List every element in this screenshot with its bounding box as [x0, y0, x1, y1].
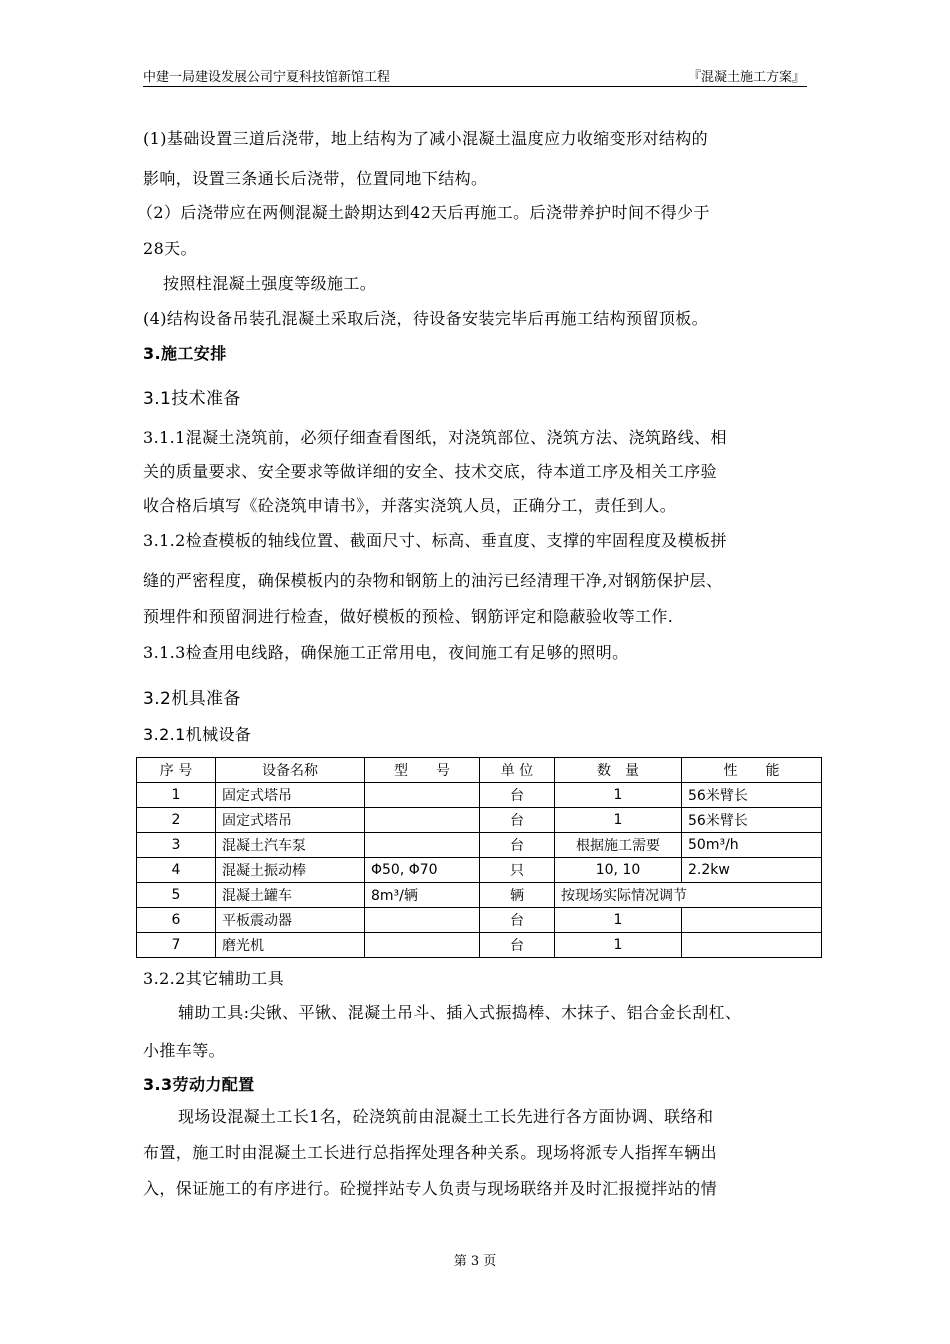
table-cell: 台	[480, 933, 555, 958]
labor-line-2: 布置，施工时由混凝土工长进行总指挥处理各种关系。现场将派专人指挥车辆出	[143, 1143, 718, 1162]
table-cell: 混凝土汽车泵	[216, 833, 365, 858]
table-cell	[365, 908, 480, 933]
page-number: 第 3 页	[453, 1254, 497, 1269]
table-cell: 8m³/辆	[365, 883, 480, 908]
labor-line-1: 现场设混凝土工长1名，砼浇筑前由混凝土工长先进行各方面协调、联络和	[178, 1107, 714, 1126]
table-cell: 1	[555, 933, 682, 958]
table-header-cell: 单 位	[480, 758, 555, 783]
table-cell: 56米臂长	[682, 783, 822, 808]
table-cell: 6	[137, 908, 216, 933]
equipment-table	[136, 757, 822, 958]
table-cell: 混凝土振动棒	[216, 858, 365, 883]
item-3-1-3: 3.1.3检查用电线路，确保施工正常用电，夜间施工有足够的照明。	[143, 643, 629, 662]
paragraph-2-line-1: （2）后浇带应在两侧混凝土龄期达到42天后再施工。后浇带养护时间不得少于	[137, 203, 710, 222]
table-cell: 56米臂长	[682, 808, 822, 833]
table-cell: Φ50, Φ70	[365, 858, 480, 883]
table-cell: 10, 10	[555, 858, 682, 883]
table-cell: 4	[137, 858, 216, 883]
table-cell: 5	[137, 883, 216, 908]
tools-line-2: 小推车等。	[143, 1041, 226, 1060]
table-cell: 50m³/h	[682, 833, 822, 858]
item-3-1-2-line-1: 3.1.2检查模板的轴线位置、截面尺寸、标高、垂直度、支撑的牢固程度及模板拼	[143, 531, 727, 550]
table-row	[137, 933, 822, 958]
table-cell: 台	[480, 833, 555, 858]
table-cell	[365, 933, 480, 958]
section-3-1-heading: 3.1技术准备	[143, 389, 241, 409]
table-cell	[365, 783, 480, 808]
paragraph-2-line-2: 28天。	[143, 239, 197, 258]
table-cell: 7	[137, 933, 216, 958]
table-cell: 按现场实际情况调节	[555, 883, 822, 908]
table-cell: 1	[555, 783, 682, 808]
item-3-1-1-line-2: 关的质量要求、安全要求等做详细的安全、技术交底，待本道工序及相关工序验	[143, 462, 718, 481]
table-cell	[365, 808, 480, 833]
table-cell: 混凝土罐车	[216, 883, 365, 908]
table-row	[137, 833, 822, 858]
table-row	[137, 908, 822, 933]
section-3-2-heading: 3.2机具准备	[143, 689, 241, 709]
paragraph-1-line-1: (1)基础设置三道后浇带，地上结构为了减小混凝土温度应力收缩变形对结构的	[143, 129, 709, 148]
table-cell: 台	[480, 783, 555, 808]
header-project-name: 中建一局建设发展公司宁夏科技馆新馆工程	[143, 70, 391, 85]
table-cell: 台	[480, 908, 555, 933]
item-3-1-1-line-1: 3.1.1混凝土浇筑前，必须仔细查看图纸，对浇筑部位、浇筑方法、浇筑路线、相	[143, 428, 727, 447]
table-row	[137, 858, 822, 883]
table-header-cell: 型 号	[365, 758, 480, 783]
table-cell: 根据施工需要	[555, 833, 682, 858]
table-cell: 1	[555, 908, 682, 933]
table-row	[137, 783, 822, 808]
table-cell: 2	[137, 808, 216, 833]
section-3-heading: 3.施工安排	[143, 344, 227, 363]
table-cell: 只	[480, 858, 555, 883]
table-cell: 1	[137, 783, 216, 808]
header-document-title: 『混凝土施工方案』	[687, 70, 805, 85]
header-divider	[143, 86, 807, 87]
table-header-cell: 性 能	[682, 758, 822, 783]
table-cell: 磨光机	[216, 933, 365, 958]
section-3-2-2-heading: 3.2.2其它辅助工具	[143, 969, 285, 988]
table-cell: 固定式塔吊	[216, 808, 365, 833]
table-cell: 台	[480, 808, 555, 833]
paragraph-1-line-2: 影响，设置三条通长后浇带，位置同地下结构。	[143, 169, 488, 188]
table-cell	[365, 833, 480, 858]
table-cell: 3	[137, 833, 216, 858]
paragraph-3: 按照柱混凝土强度等级施工。	[163, 274, 377, 293]
item-3-1-1-line-3: 收合格后填写《砼浇筑申请书》，并落实浇筑人员，正确分工，责任到人。	[143, 496, 677, 515]
table-header-cell: 数 量	[555, 758, 682, 783]
labor-line-3: 入，保证施工的有序进行。砼搅拌站专人负责与现场联络并及时汇报搅拌站的情	[143, 1179, 718, 1198]
table-cell	[682, 908, 822, 933]
section-3-2-1-heading: 3.2.1机械设备	[143, 725, 252, 744]
table-cell: 平板震动器	[216, 908, 365, 933]
table-cell: 固定式塔吊	[216, 783, 365, 808]
item-3-1-2-line-2: 缝的严密程度，确保模板内的杂物和钢筋上的油污已经清理干净,对钢筋保护层、	[143, 571, 723, 590]
table-header-cell: 序 号	[137, 758, 216, 783]
table-row	[137, 883, 822, 908]
table-row	[137, 808, 822, 833]
table-cell: 1	[555, 808, 682, 833]
table-cell: 辆	[480, 883, 555, 908]
table-cell: 2.2kw	[682, 858, 822, 883]
tools-line-1: 辅助工具:尖锹、平锹、混凝土吊斗、插入式振捣棒、木抹子、铝合金长刮杠、	[178, 1003, 742, 1022]
section-3-3-heading: 3.3劳动力配置	[143, 1075, 255, 1094]
paragraph-4: (4)结构设备吊装孔混凝土采取后浇，待设备安装完毕后再施工结构预留顶板。	[143, 309, 709, 328]
table-cell	[682, 933, 822, 958]
table-header-cell: 设备名称	[216, 758, 365, 783]
table-header-row	[137, 758, 822, 783]
item-3-1-2-line-3: 预埋件和预留洞进行检查，做好模板的预检、钢筋评定和隐蔽验收等工作.	[143, 607, 674, 626]
